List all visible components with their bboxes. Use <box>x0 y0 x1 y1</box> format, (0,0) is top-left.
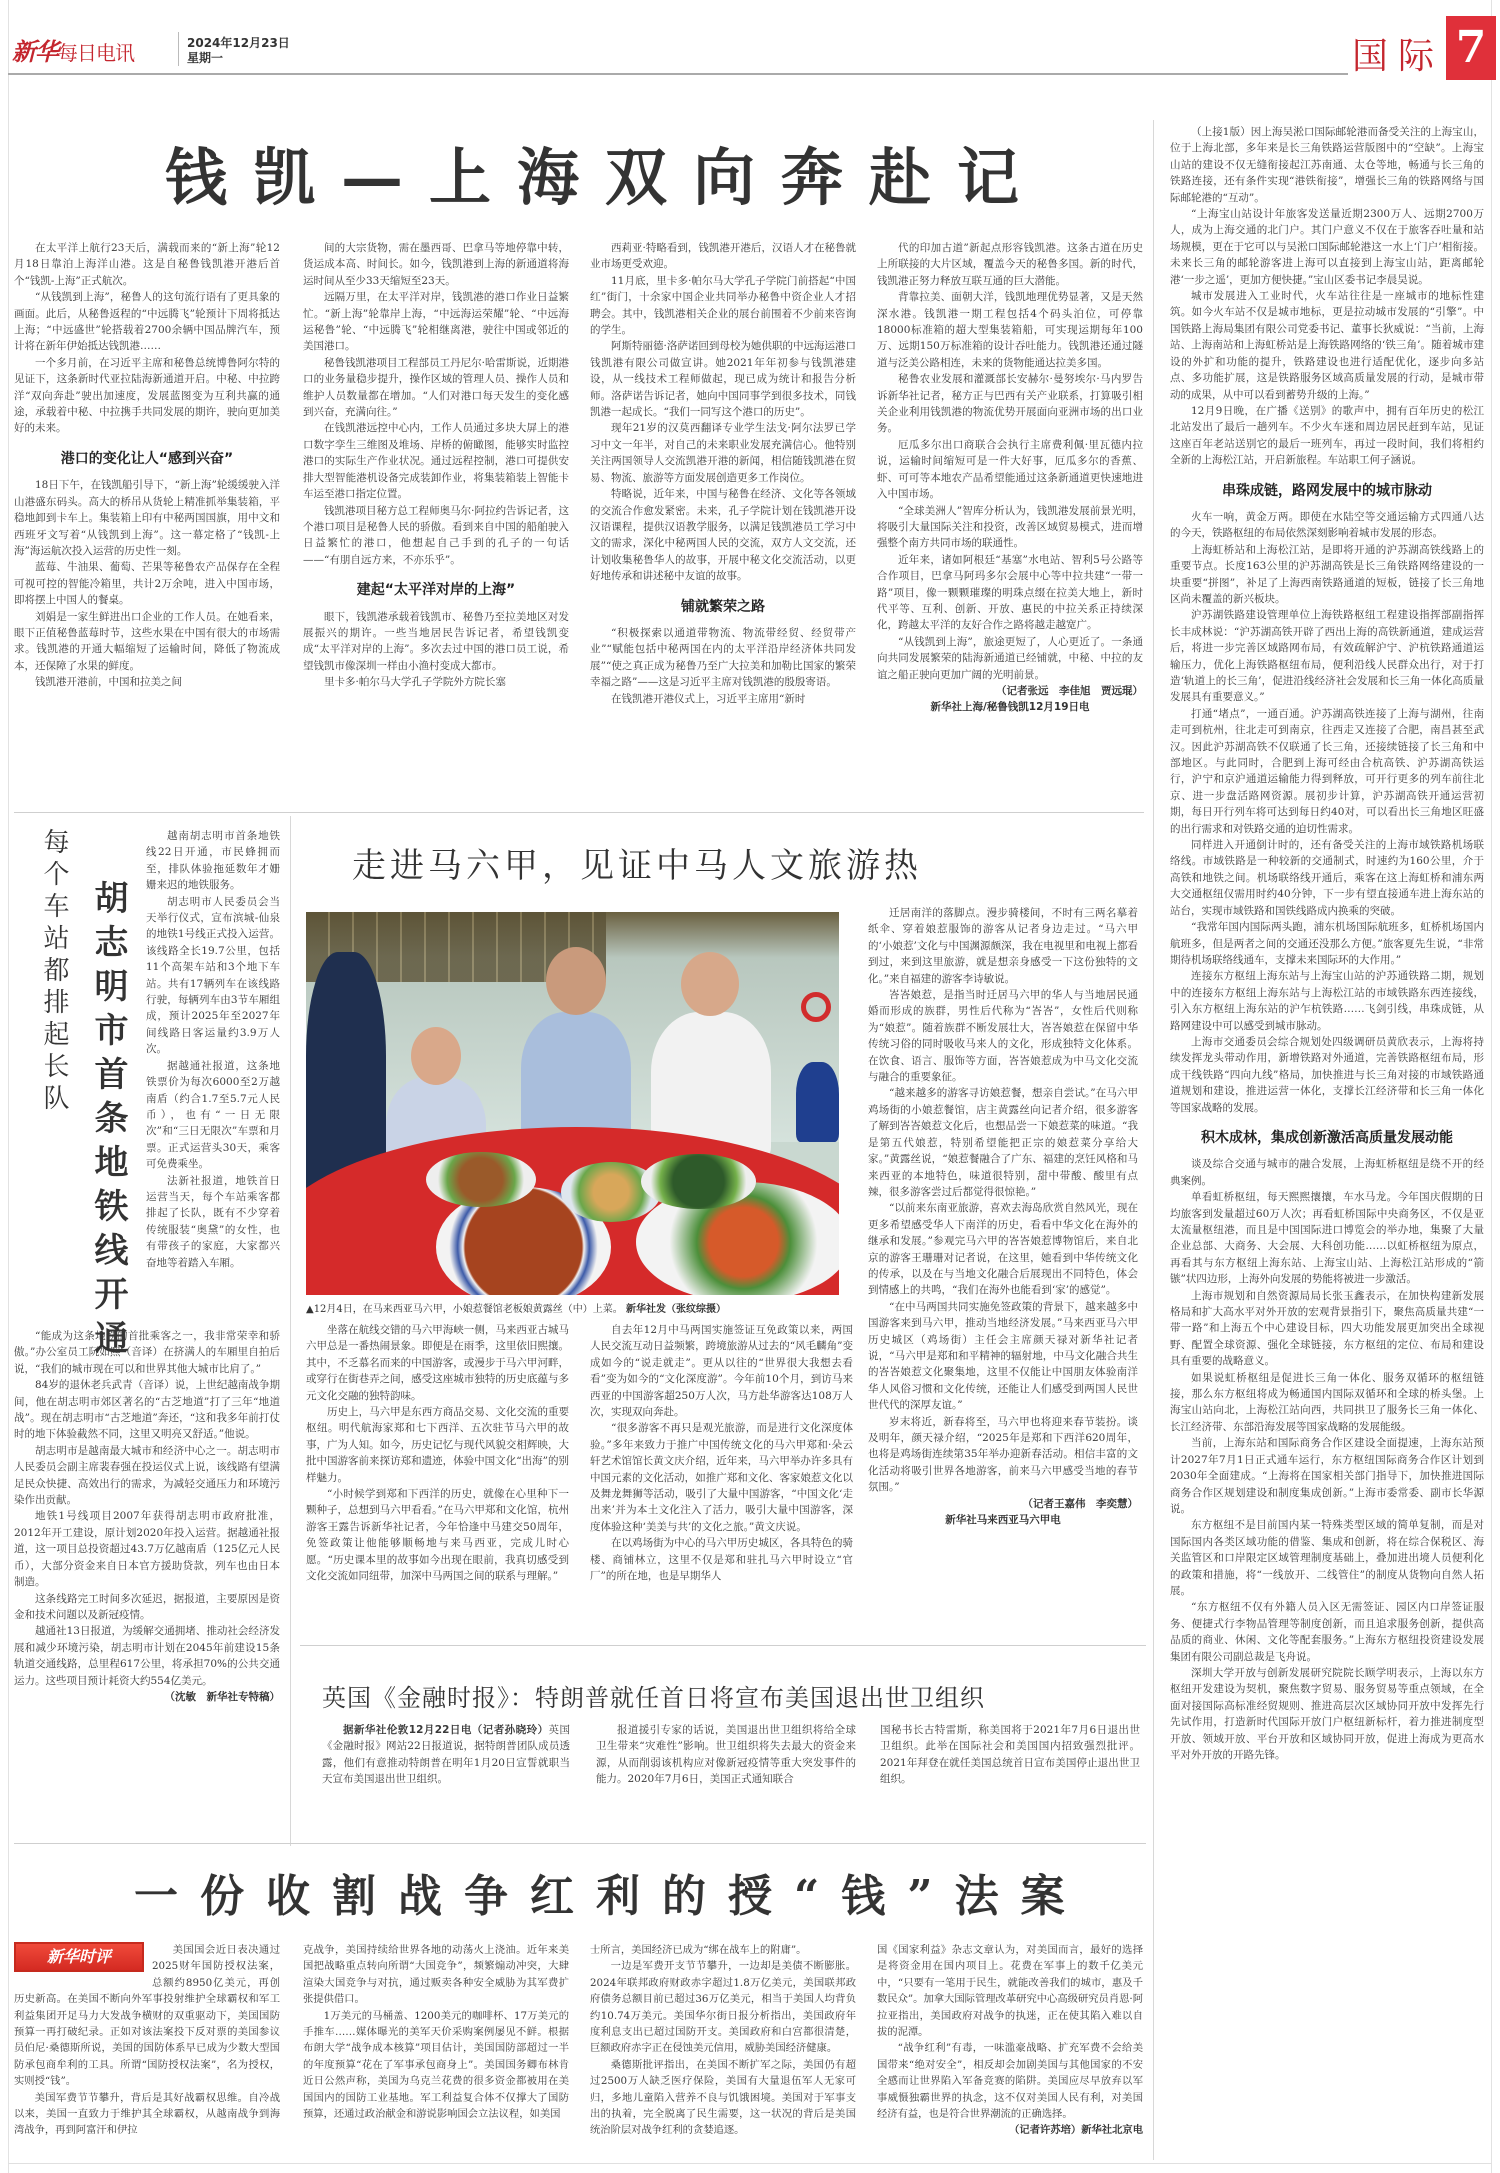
paragraph: “东方枢纽不仅有外籍人员入区无需签证、园区内口岸签证服务、便捷式行李物品管理等制度创新，而且追求服务创新，提供高品质的商业、休闲、文化等配套服务。”上海东方枢纽投资建设发展集团有限公司副总裁是飞舟说。 <box>1170 1601 1484 1663</box>
article4-lead: 据新华社伦敦12月22日电（记者孙晓玲） <box>343 1724 549 1736</box>
article4-title: 英国《金融时报》：特朗普就任首日将宣布美国退出世卫组织 <box>322 1684 985 1712</box>
paragraph: 在钱凯港开港仪式上，习近平主席用“新时 <box>611 692 806 705</box>
column-divider <box>290 816 291 1846</box>
caption-text: ▲12月4日，在马来西亚马六甲，小娘惹餐馆老板娘黄露丝（中）上菜。 <box>306 1304 623 1315</box>
article5-column-2 <box>303 1942 569 2167</box>
paragraph <box>322 1722 570 1788</box>
article1-column-2 <box>303 240 569 800</box>
paragraph: 峇峇娘惹，是指当时迁居马六甲的华人与当地居民通婚而形成的族群，男性后代称为“峇峇”，女性后代则称为“娘惹”。随着族群不断发展壮大，峇峇娘惹在保留中华传统习俗的同时吸收马来人的文化，形成独特文化体系。在饮食、语言、服饰等方面，峇峇娘惹成为中马文化交流与融合的重要象征。 <box>868 989 1138 1084</box>
article3-byline: （记者王嘉伟 李奕慧） <box>1022 1497 1138 1510</box>
paragraph: “从钱凯到上海”，秘鲁人的这句流行语有了更具象的画面。此后，从秘鲁返程的“中远腾飞”轮预计下周将抵达上海；“中远盛世”轮搭载着2700余辆中国品牌汽车，预计将在新年伊始抵达钱凯港…… <box>14 291 280 353</box>
header-rule <box>8 73 1348 75</box>
logo-sub: 每日电讯 <box>58 41 134 65</box>
photo-decoration <box>801 992 831 1022</box>
page-number-badge: 7 <box>1446 16 1496 80</box>
paragraph: 1万美元的马桶盖、1200美元的咖啡杯、17万美元的手推车……媒体曝光的美军天价采购案例屡见不鲜。根据布朗大学“战争成本核算”项目估计，美国国防部超过一半的年度预算“花在了军事承包商身上”。美国国务卿布林肯近日公然声称，美国为乌克兰花费的很多资金都被用在美国国内的国防工业基地。军工利益复合体不仅撑大了国防预算，还通过政治献金和游说影响国会立法议程，如美国 <box>303 2009 569 2121</box>
paragraph: 士所言，美国经济已成为“绑在战车上的附庸”。 <box>590 1944 807 1956</box>
paragraph: 胡志明市是越南最大城市和经济中心之一。胡志明市人民委员会副主席裴春强在投运仪式上说，该线路有望满足民众快捷、高效出行的需求，为减轻交通压力和环境污染作出贡献。 <box>14 1444 280 1507</box>
paragraph: 法新社报道，地铁首日运营当天，每个车站乘客都排起了长队，既有不少穿着传统服装“奥黛”的女性，也有带孩子的家庭，大家都兴奋地等着踏入车厢。 <box>146 1174 280 1269</box>
masthead <box>0 0 1500 80</box>
article5-column-3 <box>590 1942 856 2167</box>
newspaper-logo[interactable] <box>12 32 134 67</box>
paragraph: “从钱凯到上海”，旅途更短了，人心更近了。一条通向共同发展繁荣的陆海新通道已经铺就，中秘、中拉的友谊之船正驶向更加广阔的光明前景。 <box>877 635 1143 681</box>
paragraph: 国秘书长古特雷斯，称美国将于2021年7月6日退出世卫组织。此举在国际社会和美国国内招致强烈批评。2021年拜登在就任美国总统首日宣布美国停止退出世卫组织。 <box>880 1724 1140 1786</box>
paragraph: 国《国家利益》杂志文章认为，对美国而言，最好的选择是将资金用在国内项目上。花费在军事上的数千亿美元中，“只要有一笔用于民生，就能改善我们的城市，惠及千数民众”。加拿大国际管理改革研究中心高级研究员肖恩·阿拉亚指出，美国政府对战争的执迷，正在使其陷入难以自拔的泥潭。 <box>877 1944 1143 2039</box>
page-bottom-rule <box>8 2163 1492 2164</box>
logo-divider <box>178 32 179 66</box>
paragraph: “在中马两国共同实施免签政策的背景下，越来越多中国游客来到马六甲，推动当地经济发展。”马来西亚马六甲历史城区（鸡场街）主任会主席颜天禄对新华社记者说，“马六甲是郑和和平精神的辐射地，中马文化融合共生的峇峇娘惹文化聚集地，这里不仅能让中国朋友体验南洋华人风俗习惯和文化传统，还能让人们感受到两国人民世世代代的深厚友谊。” <box>868 1300 1138 1412</box>
article4-column-2 <box>596 1722 856 1812</box>
paragraph: 背靠拉美、面朝大洋，钱凯地理优势显著，又是天然深水港。钱凯港一期工程包括4个码头泊位，可停靠18000标准箱的超大型集装箱船，可实现运期每年100万、远期150万标准箱的设计吞吐能力。钱凯港还通过隧道与泛美公路相连，未来的货物能通达拉美多国。 <box>877 291 1143 369</box>
issue-date <box>187 36 290 66</box>
photo-dish <box>426 1152 536 1207</box>
article1-column-3 <box>590 240 856 800</box>
article1-subhead-1: 港口的变化让人“感到兴奋” <box>60 450 234 467</box>
paragraph: 同样进入开通倒计时的，还有备受关注的上海市域铁路机场联络线。市域铁路是一种较新的交通制式，时速约为160公里，介于高铁和地铁之间。机场联络线开通后，乘客在这上海虹桥和浦东两大交通枢纽仅需用时约40分钟，下一步有望直接通车进上海东站的站台，实现市域铁路和国铁线路成内换乘的突破。 <box>1170 839 1484 917</box>
paragraph: 上海市规划和自然资源局局长张玉鑫表示，在加快构建新发展格局和扩大高水平对外开放的宏观背景指引下，聚焦高质量共建“一带一路”和上海五个中心建设目标，四大功能发展更加突出全球视野、配置全球资源、强化全球链接，东方枢纽的定位、布局和建设具有重要的战略意义。 <box>1170 1289 1484 1368</box>
paragraph: 18日下午，在钱凯船引导下，“新上海”轮缓缓驶入洋山港盛东码头。高大的桥吊从货轮上精准抓举集装箱，平稳地卸到卡车上。集装箱上印有中秘两国国旗，用中文和西班牙文写着“从钱凯到上海”。这一幕定格了“钱凯-上海”海运航次投入运营的历史性一刻。 <box>14 479 280 557</box>
paragraph: （上接1版）因上海吴淞口国际邮轮港而备受关注的上海宝山，位于上海北部，多年来是长三角铁路运营版图中的“空缺”。上海宝山站的建设不仅无缝衔接起江苏南通、太仓等地，畅通与长三角的铁路连接，还有条件实现“港铁衔接”，增强长三角的铁路网络与国际邮轮港的“互动”。 <box>1170 126 1484 204</box>
article5-title: 一份收割战争红利的授“钱”法案 <box>134 1871 1087 1922</box>
paragraph: 西莉亚·特略看到，钱凯港开港后，汉语人才在秘鲁就业市场更受欢迎。 <box>590 242 856 271</box>
photo-head <box>546 947 606 1015</box>
paragraph: 里卡多·帕尔马大学孔子学院外方院长塞 <box>324 676 506 689</box>
paragraph: 岁末将近，新春将至，马六甲也将迎来春节装扮。谈及明年，颜天禄介绍，“2025年是郑和下西洋620周年，也将是鸡场街连续第35年举办迎新春活动。相信丰富的文化活动将吸引世界各地游客，前来马六甲感受当地的春节氛围。” <box>868 1415 1138 1494</box>
paragraph: 上海市交通委员会综合规划处四级调研员黄欣表示，上海将持续发挥龙头带动作用，新增铁路对外通道，完善铁路枢纽布局，形成干线铁路“四向九线”格局，加快推进与长三角对接的市域铁路通道规划和建设，推进运营一体化，支撑长江经济带和长三角一体化等国家战略的发展。 <box>1170 1035 1484 1114</box>
paragraph: 历史上，马六甲是东西方商品交易、文化交流的重要枢纽。明代航海家郑和七下西洋、五次驻节马六甲的故事，广为人知。如今，历史记忆与现代风貌交相辉映，大批中国游客前来探访郑和遗迹，体验中国文化“出海”的别样魅力。 <box>306 1406 569 1484</box>
paragraph: “很多游客不再只是观光旅游，而是进行文化深度体验。”多年来致力于推广中国传统文化的马六甲郑和·朵云轩艺术馆馆长黄文庆介绍，近年来，马六甲举办许多具有中国元素的文化活动，如推广郑和文化、客家娘惹文化以及舞龙舞狮等活动，吸引了大量中国游客，“中国文化‘走出来’并为本土文化注入了活力，吸引大量中国游客，深度体验这种‘美美与共’的文化之旅。”黄文庆说。 <box>590 1422 853 1533</box>
paragraph: 深圳大学开放与创新发展研究院院长顾学明表示，上海以东方枢纽开发建设为契机，聚焦数字贸易、服务贸易等重点领域，在全面对接国际高标准经贸规则、推进高层次区域协同开放中发挥先行先试作用，打造新时代国际开放门户枢纽新标杆，着力推进制度型开放、领域开放、平台开放和区域协同开放，促进上海成为更高水平对外开放的开路先锋。 <box>1170 1666 1484 1761</box>
article1-title: 钱凯—上海双向奔赴记 <box>165 141 1046 214</box>
article3-photo[interactable] <box>306 912 839 1295</box>
sidebar-subhead-2: 积木成林，集成创新激活高质量发展动能 <box>1201 1129 1453 1146</box>
paragraph: 秘鲁农业发展和灌溉部长安赫尔·曼努埃尔·马内罗告诉新华社记者，秘方正与巴西有关产业联系，打算吸引相关企业利用钱凯港的物流优势开展面向亚洲市场的出口业务。 <box>877 373 1143 435</box>
sidebar-subhead-1: 串珠成链，路网发展中的城市脉动 <box>1222 482 1432 499</box>
paragraph: 越南胡志明市首条地铁线22日开通，市民蜂拥而至，排队体验拖延数年才姗姗来迟的地铁服务。 <box>146 830 280 892</box>
article4-column-3 <box>880 1722 1140 1812</box>
paragraph: 11月底，里卡多·帕尔马大学孔子学院门前搭起“中国红”街门，十余家中国企业共同举办秘鲁中资企业人才招聘会。其中，钱凯港相关企业的展台前围着不少前来咨询的学生。 <box>590 274 856 337</box>
paragraph: 钱凯港项目秘方总工程师奥马尔·阿拉约告诉记者，这个港口项目是秘鲁人民的骄傲。看到来自中国的船舶驶入日益繁忙的港口，他想起自己手到的孔子的一句话——“有朋自远方来，不亦乐乎”。 <box>303 504 569 566</box>
paragraph: 一个多月前，在习近平主席和秘鲁总统博鲁阿尔特的见证下，这条新时代亚拉陆海新通道开启。中秘、中拉跨洋“双向奔赴”驶出加速度，发展蓝图变为互利共赢的通途，承载着中秘、中拉携手共同发展的期许，驶向更加美好的未来。 <box>14 356 280 435</box>
article2-title: 胡志明市首条地铁线开通 <box>88 880 128 1364</box>
sidebar-article <box>1170 124 1484 2164</box>
paragraph: 据越通社报道，这条地铁票价为每次6000至2万越南盾（约合1.7至5.7元人民币），也有“一日无限次”和“三日无限次”车票和月票。正式运营头30天，乘客可免费乘坐。 <box>146 1059 280 1171</box>
logo-main: 新华 <box>12 37 58 66</box>
paragraph: 在钱凯港远控中心内，工作人员通过多块大屏上的港口数字孪生三维图及堆场、岸桥的俯瞰图，能够实时监控港口的实际生产作业状况。通过远程控制，港口可提供安排大型智能港机设备完成装卸作业，将集装箱装上智能卡车运至港口指定位置。 <box>303 422 569 501</box>
divider <box>14 1843 1146 1844</box>
article5-column-4 <box>877 1942 1143 2167</box>
paragraph: 克战争，美国持续给世界各地的动荡火上浇油。近年来美国把战略重点转向所谓“大国竞争”，频繁煽动冲突，大肆渲染大国竞争与对抗，通过贩卖各种安全威胁为其军费扩张提供借口。 <box>303 1944 569 2006</box>
paragraph: 美国国会近日表决通过2025财年国防授权法案，总额约8950亿美元，再创历史新高。在美国不断向外军事投射维护全球霸权和军工利益集团开足马力大发战争横财的双重驱动下，美国国防预算一再打破纪录。正如对该法案投下反对票的美国参议员伯尼·桑德斯所说，美国的国防体系早已成为少数大型国防承包商牟利的工具。所谓“国防授权法案”，名为授权，实则授“钱”。 <box>14 1944 280 2088</box>
article2-narrow-column <box>146 828 280 1328</box>
paragraph: 特略说，近年来，中国与秘鲁在经济、文化等各领域的交流合作愈发紧密。未来，孔子学院计划在钱凯港开设汉语课程，提供汉语教学服务，以满足钱凯港员工学习中文的需求，深化中秘两国人民的交流，双方人文交流，还计划收集秘鲁华人的故事，开展中秘文化交流活动，以更好地传承和讲述秘中友谊的故事。 <box>590 488 856 583</box>
photo-person <box>796 1062 839 1142</box>
article5-column-1 <box>14 1942 280 2167</box>
date-text: 2024年12月23日 <box>187 36 290 50</box>
paragraph: 间的大宗货物，需在墨西哥、巴拿马等地停靠中转，货运成本高、时间长。如今，钱凯港到上海的新通道将海运时间从至少33天缩短至23天。 <box>303 242 569 287</box>
paragraph: 厄瓜多尔出口商联合会执行主席费利佩·里瓦德内拉说，运输时间缩短可是一件大好事，厄瓜多尔的香蕉、虾、可可等本地农产品希望能通过这条新通道更快速地进入中国市场。 <box>877 438 1143 501</box>
paragraph: 阿斯特丽德·洛萨诺回到母校为她供职的中远海运港口钱凯港有限公司做宣讲。她2021年年初参与钱凯港建设，从一线技术工程师做起，现已成为统计和报告分析师。洛萨诺告诉记者，她向中国同事学到很多技术，同钱凯港一起成长。“我们一同写这个港口的历史”。 <box>590 340 856 419</box>
paragraph: 桑德斯批评指出，在美国不断扩军之际，美国仍有超过2500万人缺乏医疗保险，美国有大量退伍军人无家可归，多地儿童陷入营养不良与饥饿困境。美国对于军事支出的执着，完全脱离了民生需要，这一状况的背后是美国统治阶层对战争红利的贪婪追逐。 <box>590 2058 856 2137</box>
paragraph: 秘鲁钱凯港项目工程部员工丹尼尔·哈雷斯说，近期港口的业务量稳步提升，操作区域的管理人员、操作人员和维护人员数量都在增加。“人们对港口每天发生的变化感到兴奋，充满向往。” <box>303 356 569 419</box>
column-divider <box>1153 120 1154 2160</box>
paragraph: “以前来东南亚旅游，喜欢去海岛欣赏自然风光，现在更多希望感受华人下南洋的历史，看看中华文化在海外的继承和发展。”参观完马六甲的峇峇娘惹博物馆后，来自北京的游客王珊珊对记者说，在这里，她看到中华传统文化的传承，以及在与当地文化融合后展现出不同特色，体会到情感上的共鸣，“我们在海外也能看到‘家’的感觉”。 <box>868 1202 1138 1297</box>
weekday-text: 星期一 <box>187 51 224 65</box>
paragraph: 刘娟是一家生鲜进出口企业的工作人员。在她看来，眼下正值秘鲁蓝莓时节，这些水果在中国有很大的市场需求。钱凯港的开通大幅缩短了运输时间，降低了物流成本，还保障了水果的鲜度。 <box>14 610 280 672</box>
article3-column-2 <box>590 1322 853 1632</box>
paragraph: 越通社13日报道，为缓解交通拥堵、推动社会经济发展和减少环境污染，胡志明市计划在2045年前建设15条轨道交通线路，总里程617公里，将承担70%的公共交通运力。这些项目预计耗资大约554亿美元。 <box>14 1625 280 1687</box>
photo-head <box>681 952 739 1016</box>
article3-column-1 <box>306 1322 569 1632</box>
paragraph: 报道援引专家的话说，美国退出世卫组织将给全球卫生带来“灾难性”影响。世卫组织将失去最大的资金来源，从而削弱该机构应对像新冠疫情等重大突发事件的能力。2020年7月6日，美国正式通知联合 <box>596 1724 856 1786</box>
paragraph: 东方枢纽不是目前国内某一特殊类型区域的简单复制，而是对国际国内各类区域功能的借鉴、集成和创新，将在综合保税区、海关监管区和口岸限定区域管理制度基础上，叠加进出境人员便利化的政策和措施，将“一线放开、二线管住”的制度从货物向自然人拓展。 <box>1170 1519 1484 1597</box>
paragraph: “全球美洲人”智库分析认为，钱凯港发展前景光明，将吸引大量国际关注和投资，改善区域贸易模式，进而增强整个南方共同市场的联通性。 <box>877 504 1143 550</box>
divider <box>300 1645 1146 1646</box>
xinhua-commentary-badge: 新华时评 <box>14 1942 144 1972</box>
article3-dateline: 新华社马来西亚马六甲电 <box>945 1514 1061 1527</box>
section-name: 国际 <box>1352 36 1445 77</box>
paragraph: 在以鸡场街为中心的马六甲历史城区，各具特色的骑楼、商铺林立，这里不仅是郑和驻扎马六甲时设立“官厂”的所在地，也是早期华人 <box>590 1537 853 1583</box>
paragraph: “上海宝山站设计年旅客发送量近期2300万人、远期2700万人，成为上海交通的北门户。其门户意义不仅在于旅客吞吐量和站场规模，更在于它可以与吴淞口国际邮轮港这一水上‘门户’相衔接。未来长三角的邮轮游客进上海可以直接到上海宝山站，距离邮轮港‘一步之遥’，更加方便快捷。”宝山区委书记李晨昊说。 <box>1170 208 1484 286</box>
paragraph: 12月9日晚，在广播《送别》的歌声中，拥有百年历史的松江北站发出了最后一趟列车。不少火车迷和周边居民赶到车站，见证这座百年老站送别它的最后一班列车，再过一段时间，我们将相约全新的上海松江站，开启新旅程。车站职工何子涵说。 <box>1170 404 1484 467</box>
article5-byline: （记者许苏培）新华社北京电 <box>1009 2124 1143 2137</box>
paragraph: 胡志明市人民委员会当天举行仪式，宣布滨城-仙泉的地铁1号线正式投入运营。该线路全长19.7公里，包括11个高架车站和3个地下车站。共有17辆列车在该线路行驶，每辆列车由3节车厢组成，预计2025年至2027年间线路日客运量约3.9万人次。 <box>146 895 280 1056</box>
paragraph: 迁居南洋的落脚点。漫步骑楼间，不时有三两名摹着纸伞、穿着娘惹服饰的游客从记者身边走过。“马六甲的‘小娘惹’文化与中国渊源颇深，我在电视里和电视上都看到过，来到这里旅游，就是想亲身感受一下这份独特的文化。”来自福建的游客李诗敏说。 <box>868 907 1138 985</box>
paragraph: 火车一响，黄金万两。即使在水陆空等交通运输方式四通八达的今天，铁路枢纽的布局依然深刻影响着城市发展的形态。 <box>1170 510 1484 540</box>
article1-byline: （记者张远 李佳旭 贾远琨） <box>996 684 1143 697</box>
paragraph: 连接东方枢纽上海东站与上海宝山站的沪苏通铁路二期，规划中的连接东方枢纽上海东站与上海松江站的市域铁路东西连接线，引入东方枢纽上海东站的沪乍杭铁路……飞剑引线，串珠成链，从路网建设中可以感受到城市脉动。 <box>1170 970 1484 1032</box>
photo-dish <box>641 1154 756 1209</box>
paragraph: 现年21岁的汉莫西翻译专业学生法戈·阿尔法罗已学习中文一年半，对自己的未来职业发展充满信心。他特别关注两国领导人交流凯港开港的新闻，相信随钱凯港在贸易、物流、旅游等方面发展创造更多工作岗位。 <box>590 422 856 484</box>
paragraph: “我常年国内国际两头跑，浦东机场国际航班多，虹桥机场国内航班多，但是两者之间的交通还没那么方便。”旅客夏先生说，“非常期待机场联络线通车，支撑未来国际环的大作用。” <box>1170 921 1484 966</box>
paragraph: “能成为这条地铁的首批乘客之一，我非常荣幸和骄傲。”办公室员工阮如熙（音译）在挤满人的车厢里自拍后说，“我们的城市现在可以和世界其他大城市比肩了。” <box>14 1330 280 1375</box>
paragraph: 钱凯港开港前，中国和拉美之间 <box>35 676 182 689</box>
paragraph: 美国军费节节攀升，背后是其好战霸权思维。自冷战以来，美国一直致力于维护其全球霸权，从越南战争到海湾战争，再到阿富汗和伊拉 <box>14 2091 280 2137</box>
paragraph: 地铁1号线项目2007年获得胡志明市政府批准，2012年开工建设，原计划2020年投入运营。据越通社报道，这一项目总投资超过43.7万亿越南盾（125亿元人民币），大部分资金来自日本官方援助贷款，列车也由日本制造。 <box>14 1510 280 1589</box>
paragraph: 当前，上海东站和国际商务合作区建设全面提速，上海东站预计2027年7月1日正式通车运行，东方枢纽国际商务合作区计划到2030年全面建成。“上海将在国家相关部门指导下，加快推进国际商务合作区规划建设和制度集成创新。”上海市委常委、副市长华源说。 <box>1170 1437 1484 1515</box>
divider <box>14 812 1144 813</box>
paragraph: “小时候学到郑和下西洋的历史，就像在心里种下一颗种子，总想到马六甲看看。”在马六甲郑和文化馆，杭州游客王露告诉新华社记者，今年恰逢中马建交50周年，免签政策让他能够顺畅地与来马西亚，完成儿时心愿。“历史课本里的故事如今出现在眼前，我真切感受到文化交流如同纽带，加深中马两国之间的联系与理解。” <box>306 1488 569 1583</box>
article4-text: 英国《金融时报》网站22日报道说，据特朗普团队成员透露，他们有意推动特朗普在明年1月20日宣誓就职当天宣布美国退出世卫组织。 <box>322 1724 570 1786</box>
paragraph: “积极探索以通道带物流、物流带经贸、经贸带产业”“赋能包括中秘两国在内的太平洋沿岸经济体共同发展”“使之真正成为秘鲁乃至广大拉美和加勒比国家的繁荣幸福之路”——这是习近平主席对钱凯港的殷殷寄语。 <box>590 626 856 689</box>
caption-credit: 新华社发（张纹综摄） <box>625 1304 726 1315</box>
article3-column-3 <box>868 905 1138 1635</box>
article2-subtitle: 每个车站都排起长队 <box>39 828 69 1116</box>
paragraph: 如果说虹桥枢纽是促进长三角一体化、服务双循环的枢纽链接，那么东方枢纽将成为畅通国内国际双循环和全球的桥头堡。上海宝山站向北，上海松江站向西，共同拱卫了服务长三角一体化、长江经济带、东部沿海发展等国家战略的发展能级。 <box>1170 1371 1484 1433</box>
paragraph: 远隔万里，在太平洋对岸，钱凯港的港口作业日益繁忙。“新上海”轮靠岸上海，“中远海运荣耀”轮、“中远海运秘鲁”轮、“中远腾飞”轮相继离港，驶往中国或邻近的美国港口。 <box>303 291 569 353</box>
paragraph: 蓝莓、牛油果、葡萄、芒果等秘鲁农产品保存在全程可视可控的智能冷箱里，共计2万余吨，进入中国市场，即将摆上中国人的餐桌。 <box>14 561 280 607</box>
paragraph: 在太平洋上航行23天后，满载而来的“新上海”轮12月18日靠泊上海洋山港。这是自秘鲁钱凯港开港后首个“钱凯-上海”正式航次。 <box>14 242 280 287</box>
article2-byline: （沈敏 新华社专特稿） <box>164 1690 280 1703</box>
paragraph: 84岁的退休老兵武青（音译）说，上世纪越南战争期间，他在胡志明市郊区著名的“古芝地道”打了三年“地道战”。现在胡志明市“古芝地道”奔还，“这和我多年前打仗时的地下体验截然不同，这里又明亮又舒适。”他说。 <box>14 1379 280 1441</box>
paragraph: 单看虹桥枢纽，每天熙熙攘攘，车水马龙。今年国庆假期的日均旅客到发量超过60万人次；再看虹桥国际中央商务区，不仅是亚太流量枢纽港，而且是中国国际进口博览会的举办地，集聚了大量企业总部、大商务、大会展、大科创功能……以虹桥枢纽为原点，再看其与东方枢纽上海东站、上海宝山站、上海松江站形成的“箭镞”状四边形，上海外向发展的势能将被进一步激活。 <box>1170 1191 1484 1286</box>
photo-caption <box>306 1300 846 1315</box>
article3-title: 走进马六甲，见证中马人文旅游热 <box>352 846 922 886</box>
article1-dateline: 新华社上海/秘鲁钱凯12月19日电 <box>930 701 1090 714</box>
article2-wide-column <box>14 1328 280 1798</box>
article1-subhead-3: 铺就繁荣之路 <box>681 598 765 615</box>
paragraph: 眼下，钱凯港承载着钱凯市、秘鲁乃至拉美地区对发展振兴的期许。一些当地居民告诉记者，希望钱凯变成“太平洋对岸的上海”。多次去过中国的港口员工说，希望钱凯市像深圳一样由小渔村变成大都市。 <box>303 610 569 672</box>
paragraph: 近年来，诸如阿根廷“基塞”水电站、智利5号公路等合作项目，巴拿马阿玛多尔会展中心等中拉共建“一带一路”项目，像一颗颗璀璨的明珠点缀在拉美大地上，新时代平等、互利、创新、开放、惠民的中拉关系正持续深化，跨越太平洋的友好合作之路将越走越宽广。 <box>877 553 1143 632</box>
paragraph: 这条线路完工时间多次延迟，据报道，主要原因是资金和技术问题以及新冠疫情。 <box>14 1592 280 1621</box>
paragraph: “越来越多的游客寻访娘惹餐，想亲自尝试。”在马六甲鸡场街的小娘惹餐馆，店主黄露丝向记者介绍，很多游客了解到峇峇娘惹文化后，也想品尝一下娘惹菜的味道。“我是第五代娘惹，特别希望能把正宗的娘惹菜分享给大家。”黄露丝说，“娘惹餐融合了广东、福建的烹饪风格和马来西亚的本地特色，味道很特别，甜中带酸、酸里有点辣，很多游客尝过后都觉得很惊艳。” <box>868 1087 1138 1198</box>
article4-column-1 <box>322 1722 570 1812</box>
paragraph: 谈及综合交通与城市的融合发展，上海虹桥枢纽是绕不开的经典案例。 <box>1170 1158 1484 1187</box>
photo-head <box>411 1027 461 1085</box>
paragraph: 自去年12月中马两国实施签证互免政策以来，两国人民交流互动日益频繁，跨境旅游从过去的“风毛麟角”变成如今的“说走就走”。更从以往的“世界很大我想去看看”变为如今的“文化深度游”。今年前10个月，到访马来西亚的中国游客超250万人次，马方赴华游客达108万人次，实现双向奔赴。 <box>590 1324 853 1419</box>
article1-column-4 <box>877 240 1143 800</box>
article1-column-1 <box>14 240 280 830</box>
article1-subhead-2: 建起“太平洋对岸的上海” <box>356 582 516 599</box>
paragraph: 沪苏湖铁路建设管理单位上海铁路枢纽工程建设指挥部副指挥长丰成林说：“沪苏湖高铁开辟了西出上海的高铁新通道，建成运营后，将进一步完善区域路网布局，有效疏解沪宁、沪杭铁路通道运输压力，优化上海铁路枢纽布局，便利沿线人民群众出行，对于打造‘轨道上的长三角’，促进沿线经济社会发展和长三角一体化高质量发展具有重要意义。” <box>1170 609 1484 704</box>
paragraph: 坐落在航线交错的马六甲海峡一侧，马来西亚古城马六甲总是一番热闹景象。即便是在雨季，这里依旧熙攘。其中，不乏慕名而来的中国游客，或漫步于马六甲河畔，或穿行在街巷弄之间，感受这座城市独特的历史底蕴与多元文化交融的独特韵味。 <box>306 1324 569 1402</box>
paragraph: 代的印加古道”新起点形容钱凯港。这条古道在历史上所联接的大片区域，覆盖今天的秘鲁多国。新的时代，钱凯港正努力释放互联互通的巨大潜能。 <box>877 242 1143 287</box>
paragraph: 一边是军费开支节节攀升，一边却是美债不断膨胀。2024年联邦政府财政赤字超过1.8万亿美元，美国联邦政府债务总额目前已超过36万亿美元，相当于美国人均背负约10.74万美元。美国华尔街日报分析指出，美国政府年度利息支出已超过国防开支。美国政府和白宫都很清楚，巨额政府赤字正在侵蚀美元信用，威胁美国经济健康。 <box>590 1960 856 2055</box>
paragraph: 打通“堵点”，一通百通。沪苏湖高铁连接了上海与湖州，往南走可到杭州，往北走可到南京，往西走又连接了合肥，南昌甚至武汉。因此沪苏湖高铁不仅联通了长三角，还接续链接了长三角和中部地区。与此同时，合肥到上海可经由合杭高铁、沪苏湖高铁运行，沪宁和京沪通道运输能力得到释放，可开行更多的列车前往北京、进一步盘活路网资源。展初步计算，沪苏湖高铁开通运营初期，每日开行列车将可达到每日约40对，可以看出长三角地区旺盛的出行需求和对铁路交通的迫切性需求。 <box>1170 707 1484 835</box>
paragraph: 上海虹桥站和上海松江站，是即将开通的沪苏湖高铁线路上的重要节点。长度163公里的沪苏湖高铁是长三角铁路网络建设的一块重要“拼图”，补足了上海西南铁路通道的短板，链接了长三角地区尚未覆盖的新兴板块。 <box>1170 543 1484 605</box>
paragraph: 城市发展进入工业时代，火车站往往是一座城市的地标性建筑。如今火车站不仅是城市地标，更是拉动城市发展的“引擎”。中国铁路上海局集团有限公司党委书记、董事长狄威说：“当前，上海站、上海南站和上海虹桥站是上海铁路网络的‘铁三角’。随着城市建设的外扩和功能的提升，铁路建设也进行适配优化，逐步向多站点、多功能扩展，这是铁路服务区域高质量发展的行动，是城市带动的成果，从中可以看到蓄势升级的上海。” <box>1170 290 1484 401</box>
paragraph: “战争红利”有毒，一味滥豪战略、扩充军费不会给美国带来“绝对安全”，相反却会加剧美国与其他国家的不安全感而让世界陷入军备竞赛的陷阱。美国应尽早放弃以军事威慑独霸世界的执念，这不仅对美国人民有利，对美国经济有益，也是符合世界潮流的正确选择。 <box>877 2042 1143 2121</box>
